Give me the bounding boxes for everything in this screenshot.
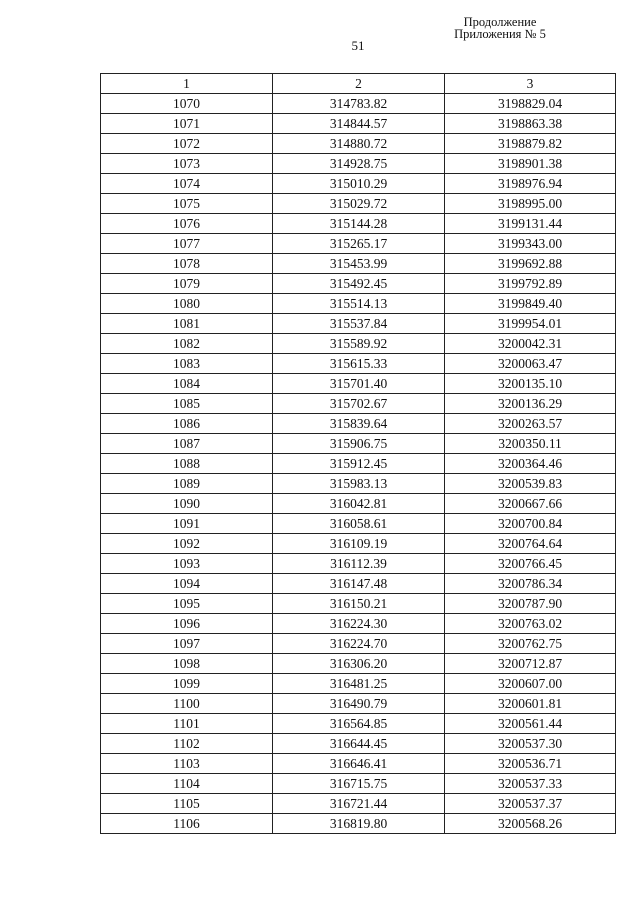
- y-coordinate-cell: 3198976.94: [445, 174, 616, 194]
- point-number-cell: 1084: [101, 374, 273, 394]
- x-coordinate-cell: 315589.92: [273, 334, 445, 354]
- x-coordinate-cell: 315702.67: [273, 394, 445, 414]
- table-row: [101, 694, 616, 714]
- y-coordinate-cell: 3200764.64: [445, 534, 616, 554]
- y-coordinate-cell: 3199343.00: [445, 234, 616, 254]
- table-row: [101, 174, 616, 194]
- table-row: [101, 754, 616, 774]
- x-coordinate-cell: 314844.57: [273, 114, 445, 134]
- y-coordinate-cell: 3200712.87: [445, 654, 616, 674]
- point-number-cell: 1091: [101, 514, 273, 534]
- table-row: [101, 314, 616, 334]
- point-number-cell: 1089: [101, 474, 273, 494]
- y-coordinate-cell: 3198995.00: [445, 194, 616, 214]
- x-coordinate-cell: 316490.79: [273, 694, 445, 714]
- table-row: [101, 354, 616, 374]
- point-number-cell: 1106: [101, 814, 273, 834]
- x-coordinate-cell: 316564.85: [273, 714, 445, 734]
- y-coordinate-cell: 3200537.30: [445, 734, 616, 754]
- table-row: [101, 94, 616, 114]
- point-number-cell: 1081: [101, 314, 273, 334]
- point-number-cell: 1087: [101, 434, 273, 454]
- column-header-x: 2: [273, 74, 445, 94]
- x-coordinate-cell: 315265.17: [273, 234, 445, 254]
- x-coordinate-cell: 316058.61: [273, 514, 445, 534]
- y-coordinate-cell: 3200263.57: [445, 414, 616, 434]
- y-coordinate-cell: 3200766.45: [445, 554, 616, 574]
- y-coordinate-cell: 3200568.26: [445, 814, 616, 834]
- point-number-cell: 1077: [101, 234, 273, 254]
- y-coordinate-cell: 3200063.47: [445, 354, 616, 374]
- table-row: [101, 394, 616, 414]
- x-coordinate-cell: 316150.21: [273, 594, 445, 614]
- x-coordinate-cell: 316224.70: [273, 634, 445, 654]
- y-coordinate-cell: 3200536.71: [445, 754, 616, 774]
- table-row: [101, 154, 616, 174]
- point-number-cell: 1076: [101, 214, 273, 234]
- y-coordinate-cell: 3198829.04: [445, 94, 616, 114]
- y-coordinate-cell: 3198879.82: [445, 134, 616, 154]
- y-coordinate-cell: 3200700.84: [445, 514, 616, 534]
- table-row: [101, 454, 616, 474]
- x-coordinate-cell: 315514.13: [273, 294, 445, 314]
- x-coordinate-cell: 315983.13: [273, 474, 445, 494]
- y-coordinate-cell: 3199131.44: [445, 214, 616, 234]
- x-coordinate-cell: 315615.33: [273, 354, 445, 374]
- table-row: [101, 534, 616, 554]
- x-coordinate-cell: 316721.44: [273, 794, 445, 814]
- table-row: [101, 774, 616, 794]
- point-number-cell: 1100: [101, 694, 273, 714]
- x-coordinate-cell: 315839.64: [273, 414, 445, 434]
- table-row: [101, 714, 616, 734]
- x-coordinate-cell: 316224.30: [273, 614, 445, 634]
- point-number-cell: 1070: [101, 94, 273, 114]
- table-row: [101, 234, 616, 254]
- appendix-label: Приложения № 5: [454, 27, 546, 41]
- point-number-cell: 1102: [101, 734, 273, 754]
- x-coordinate-cell: 316042.81: [273, 494, 445, 514]
- y-coordinate-cell: 3200561.44: [445, 714, 616, 734]
- x-coordinate-cell: 316646.41: [273, 754, 445, 774]
- y-coordinate-cell: 3200667.66: [445, 494, 616, 514]
- y-coordinate-cell: 3200537.37: [445, 794, 616, 814]
- point-number-cell: 1072: [101, 134, 273, 154]
- table-row: [101, 654, 616, 674]
- y-coordinate-cell: 3200787.90: [445, 594, 616, 614]
- table-row: [101, 134, 616, 154]
- point-number-cell: 1074: [101, 174, 273, 194]
- point-number-cell: 1080: [101, 294, 273, 314]
- table-row: [101, 334, 616, 354]
- x-coordinate-cell: 316109.19: [273, 534, 445, 554]
- y-coordinate-cell: 3200607.00: [445, 674, 616, 694]
- table-row: [101, 814, 616, 834]
- x-coordinate-cell: 316112.39: [273, 554, 445, 574]
- x-coordinate-cell: 315010.29: [273, 174, 445, 194]
- y-coordinate-cell: 3200136.29: [445, 394, 616, 414]
- column-header-y: 3: [445, 74, 616, 94]
- point-number-cell: 1101: [101, 714, 273, 734]
- x-coordinate-cell: 315144.28: [273, 214, 445, 234]
- point-number-cell: 1075: [101, 194, 273, 214]
- table-row: [101, 414, 616, 434]
- y-coordinate-cell: 3199792.89: [445, 274, 616, 294]
- column-header-point-number: 1: [101, 74, 273, 94]
- point-number-cell: 1092: [101, 534, 273, 554]
- table-row: [101, 734, 616, 754]
- x-coordinate-cell: 315906.75: [273, 434, 445, 454]
- table-row: [101, 554, 616, 574]
- point-number-cell: 1096: [101, 614, 273, 634]
- table-row: [101, 514, 616, 534]
- y-coordinate-cell: 3200762.75: [445, 634, 616, 654]
- table-row: [101, 634, 616, 654]
- x-coordinate-cell: 316147.48: [273, 574, 445, 594]
- y-coordinate-cell: 3200537.33: [445, 774, 616, 794]
- x-coordinate-cell: 316715.75: [273, 774, 445, 794]
- table-row: [101, 474, 616, 494]
- point-number-cell: 1078: [101, 254, 273, 274]
- point-number-cell: 1090: [101, 494, 273, 514]
- page-number: 51: [351, 38, 365, 53]
- point-number-cell: 1097: [101, 634, 273, 654]
- x-coordinate-cell: 314783.82: [273, 94, 445, 114]
- y-coordinate-cell: 3200135.10: [445, 374, 616, 394]
- point-number-cell: 1093: [101, 554, 273, 574]
- y-coordinate-cell: 3198863.38: [445, 114, 616, 134]
- table-row: [101, 294, 616, 314]
- y-coordinate-cell: 3200042.31: [445, 334, 616, 354]
- table-row: [101, 194, 616, 214]
- point-number-cell: 1071: [101, 114, 273, 134]
- point-number-cell: 1103: [101, 754, 273, 774]
- point-number-cell: 1086: [101, 414, 273, 434]
- point-number-cell: 1105: [101, 794, 273, 814]
- x-coordinate-cell: 315492.45: [273, 274, 445, 294]
- table-row: [101, 254, 616, 274]
- x-coordinate-cell: 315701.40: [273, 374, 445, 394]
- point-number-cell: 1079: [101, 274, 273, 294]
- point-number-cell: 1088: [101, 454, 273, 474]
- table-row: [101, 794, 616, 814]
- point-number-cell: 1094: [101, 574, 273, 594]
- y-coordinate-cell: 3200786.34: [445, 574, 616, 594]
- x-coordinate-cell: 315029.72: [273, 194, 445, 214]
- y-coordinate-cell: 3199849.40: [445, 294, 616, 314]
- point-number-cell: 1085: [101, 394, 273, 414]
- table-row: [101, 214, 616, 234]
- appendix-continuation-note: [430, 16, 570, 40]
- table-body: [101, 94, 616, 834]
- point-number-cell: 1073: [101, 154, 273, 174]
- table-row: [101, 594, 616, 614]
- y-coordinate-cell: 3200350.11: [445, 434, 616, 454]
- point-number-cell: 1082: [101, 334, 273, 354]
- x-coordinate-cell: 314880.72: [273, 134, 445, 154]
- coordinates-table: [100, 73, 616, 834]
- table-row: [101, 574, 616, 594]
- x-coordinate-cell: 316819.80: [273, 814, 445, 834]
- table-header-row: [101, 74, 616, 94]
- x-coordinate-cell: 316481.25: [273, 674, 445, 694]
- y-coordinate-cell: 3198901.38: [445, 154, 616, 174]
- table-row: [101, 374, 616, 394]
- continuation-label: Продолжение: [463, 15, 537, 29]
- point-number-cell: 1104: [101, 774, 273, 794]
- y-coordinate-cell: 3199692.88: [445, 254, 616, 274]
- y-coordinate-cell: 3200364.46: [445, 454, 616, 474]
- x-coordinate-cell: 315537.84: [273, 314, 445, 334]
- x-coordinate-cell: 315912.45: [273, 454, 445, 474]
- table-row: [101, 494, 616, 514]
- table-row: [101, 114, 616, 134]
- point-number-cell: 1083: [101, 354, 273, 374]
- y-coordinate-cell: 3200763.02: [445, 614, 616, 634]
- table-row: [101, 274, 616, 294]
- y-coordinate-cell: 3199954.01: [445, 314, 616, 334]
- table-row: [101, 674, 616, 694]
- table-row: [101, 614, 616, 634]
- point-number-cell: 1099: [101, 674, 273, 694]
- point-number-cell: 1098: [101, 654, 273, 674]
- y-coordinate-cell: 3200601.81: [445, 694, 616, 714]
- table-row: [101, 434, 616, 454]
- y-coordinate-cell: 3200539.83: [445, 474, 616, 494]
- x-coordinate-cell: 316644.45: [273, 734, 445, 754]
- x-coordinate-cell: 315453.99: [273, 254, 445, 274]
- point-number-cell: 1095: [101, 594, 273, 614]
- x-coordinate-cell: 314928.75: [273, 154, 445, 174]
- x-coordinate-cell: 316306.20: [273, 654, 445, 674]
